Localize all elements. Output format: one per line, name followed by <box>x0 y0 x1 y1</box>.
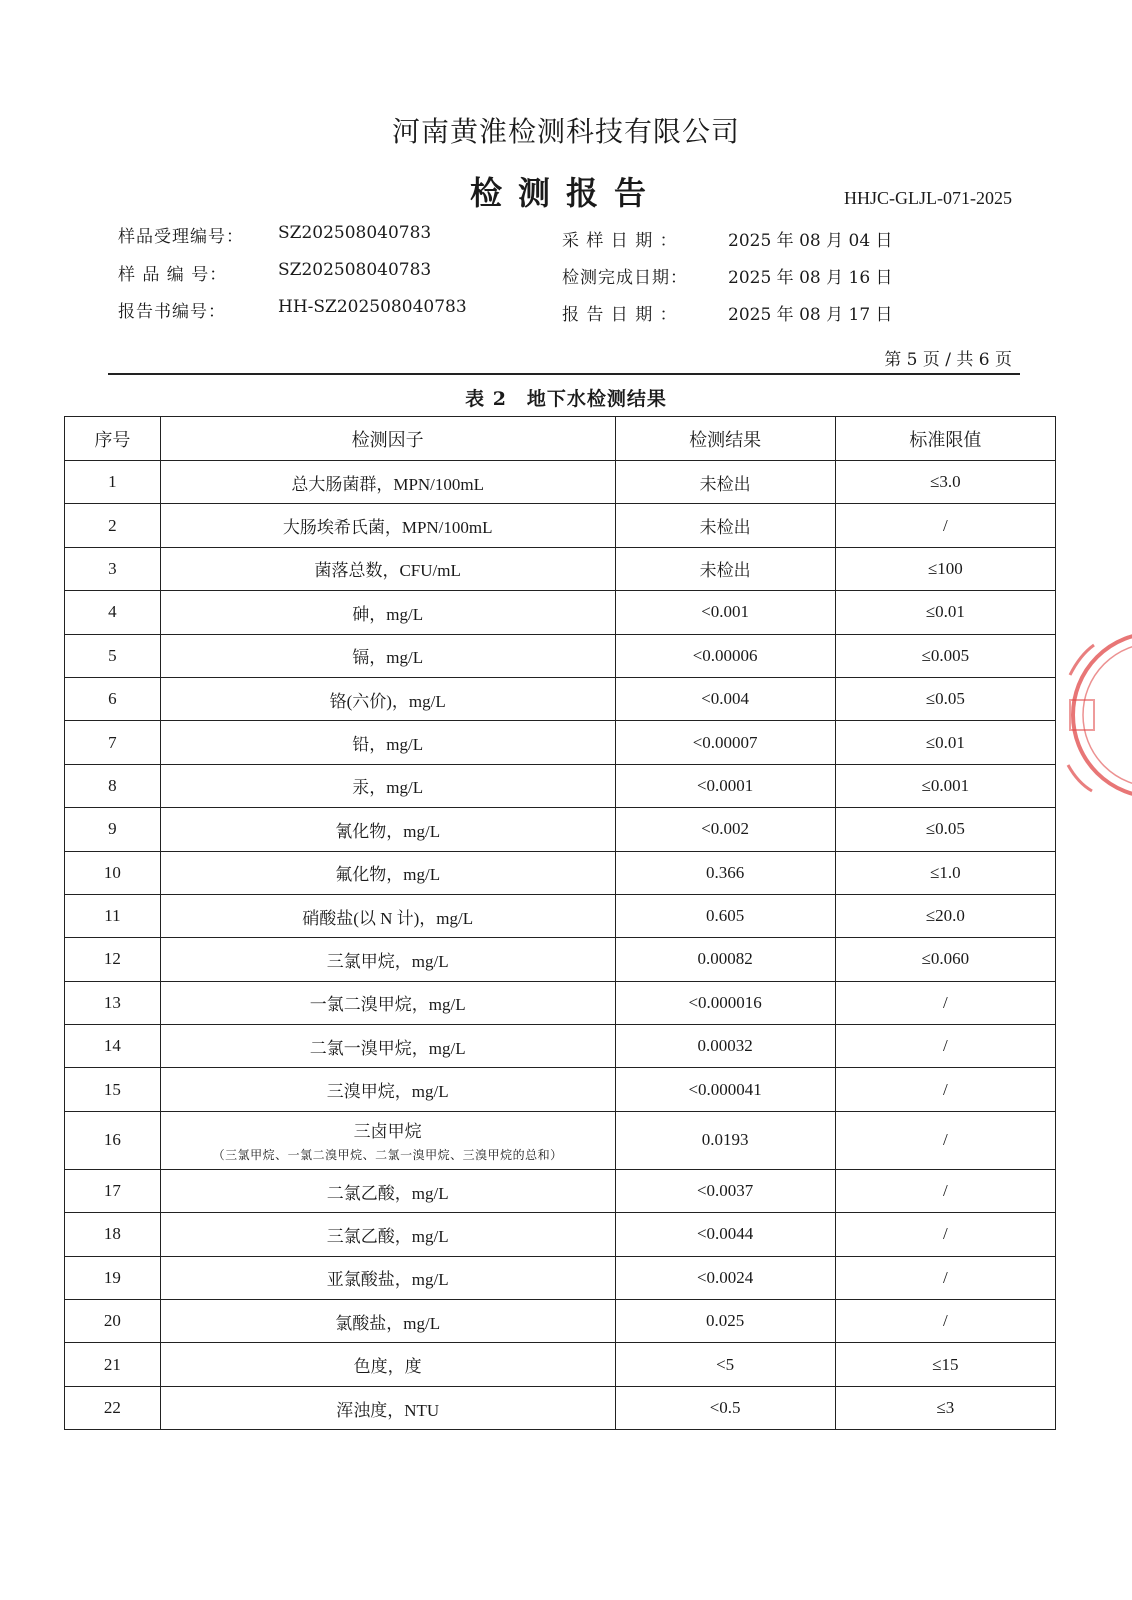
cell-factor: 色度，度 <box>160 1343 615 1386</box>
results-table <box>64 416 1056 1430</box>
cell-factor: 砷，mg/L <box>160 591 615 634</box>
cell-limit: / <box>835 981 1055 1024</box>
official-seal-stamp <box>1060 615 1132 815</box>
table-row <box>65 461 1056 504</box>
cell-factor: 总大肠菌群，MPN/100mL <box>160 461 615 504</box>
cell-result: 0.00082 <box>615 938 835 981</box>
table-row <box>65 894 1056 937</box>
table-row <box>65 808 1056 851</box>
table-row <box>65 764 1056 807</box>
cell-result: 0.0193 <box>615 1111 835 1169</box>
cell-no: 11 <box>65 894 161 937</box>
company-name: 河南黄淮检测科技有限公司 <box>391 115 740 148</box>
cell-no: 5 <box>65 634 161 677</box>
sample-receive-no-label: 样品受理编号： <box>118 227 244 247</box>
cell-limit: ≤1.0 <box>835 851 1055 894</box>
cell-result: <0.002 <box>615 808 835 851</box>
factor-name: 三卤甲烷 <box>353 1122 422 1142</box>
cell-factor: 三氯乙酸，mg/L <box>160 1213 615 1256</box>
table-caption: 表 2 地下水检测结果 <box>465 388 667 410</box>
cell-result: <0.0044 <box>615 1213 835 1256</box>
column-header-no: 序号 <box>65 417 161 461</box>
cell-factor: 亚氯酸盐，mg/L <box>160 1256 615 1299</box>
cell-limit: ≤0.01 <box>835 721 1055 764</box>
table-row <box>65 938 1056 981</box>
cell-limit: ≤15 <box>835 1343 1055 1386</box>
table-row <box>65 981 1056 1024</box>
cell-limit: ≤0.005 <box>835 634 1055 677</box>
cell-result: <5 <box>615 1343 835 1386</box>
table-row <box>65 721 1056 764</box>
table-row <box>65 591 1056 634</box>
table-row <box>65 1068 1056 1111</box>
cell-factor: 氰化物，mg/L <box>160 808 615 851</box>
table-row <box>65 1343 1056 1386</box>
cell-result: <0.00006 <box>615 634 835 677</box>
cell-factor <box>160 1111 615 1169</box>
completion-date-label: 检测完成日期： <box>562 268 688 288</box>
cell-result: <0.0037 <box>615 1169 835 1212</box>
table-row <box>65 1169 1056 1212</box>
column-header-limit: 标准限值 <box>835 417 1055 461</box>
cell-no: 12 <box>65 938 161 981</box>
cell-limit: / <box>835 504 1055 547</box>
cell-limit: / <box>835 1068 1055 1111</box>
cell-factor: 二氯乙酸，mg/L <box>160 1169 615 1212</box>
completion-date: 2025 年 08 月 16 日 <box>728 268 893 288</box>
cell-result: <0.00007 <box>615 721 835 764</box>
cell-limit: ≤0.05 <box>835 677 1055 720</box>
cell-result: 未检出 <box>615 504 835 547</box>
results-table-body <box>65 461 1056 1430</box>
table-row <box>65 504 1056 547</box>
report-no: HH-SZ202508040783 <box>278 297 467 317</box>
table-row <box>65 677 1056 720</box>
cell-factor: 汞，mg/L <box>160 764 615 807</box>
cell-no: 7 <box>65 721 161 764</box>
cell-factor: 镉，mg/L <box>160 634 615 677</box>
cell-limit: / <box>835 1025 1055 1068</box>
report-date: 2025 年 08 月 17 日 <box>728 305 893 325</box>
sample-receive-no: SZ202508040783 <box>278 223 432 243</box>
cell-limit: ≤0.01 <box>835 591 1055 634</box>
cell-factor: 铅，mg/L <box>160 721 615 764</box>
cell-no: 3 <box>65 547 161 590</box>
cell-factor: 硝酸盐(以 N 计)，mg/L <box>160 894 615 937</box>
cell-factor: 二氯一溴甲烷，mg/L <box>160 1025 615 1068</box>
cell-limit: ≤0.060 <box>835 938 1055 981</box>
table-row <box>65 1213 1056 1256</box>
cell-result: 未检出 <box>615 461 835 504</box>
cell-result: 0.605 <box>615 894 835 937</box>
cell-limit: ≤3.0 <box>835 461 1055 504</box>
cell-no: 16 <box>65 1111 161 1169</box>
table-header-row <box>65 417 1056 461</box>
cell-no: 14 <box>65 1025 161 1068</box>
cell-result: <0.001 <box>615 591 835 634</box>
cell-result: 未检出 <box>615 547 835 590</box>
cell-no: 13 <box>65 981 161 1024</box>
report-no-label: 报告书编号： <box>118 302 226 322</box>
cell-factor: 菌落总数，CFU/mL <box>160 547 615 590</box>
report-date-label: 报 告 日 期 ： <box>562 305 678 325</box>
cell-factor: 浑浊度，NTU <box>160 1386 615 1429</box>
cell-factor: 一氯二溴甲烷，mg/L <box>160 981 615 1024</box>
cell-limit: ≤3 <box>835 1386 1055 1429</box>
table-row <box>65 1025 1056 1068</box>
cell-result: <0.5 <box>615 1386 835 1429</box>
cell-no: 17 <box>65 1169 161 1212</box>
sampling-date: 2025 年 08 月 04 日 <box>728 231 893 251</box>
header-divider <box>108 373 1020 375</box>
cell-no: 22 <box>65 1386 161 1429</box>
column-header-factor: 检测因子 <box>160 417 615 461</box>
cell-result: <0.0024 <box>615 1256 835 1299</box>
cell-limit: ≤0.05 <box>835 808 1055 851</box>
cell-factor: 铬(六价)，mg/L <box>160 677 615 720</box>
cell-limit: / <box>835 1213 1055 1256</box>
cell-no: 4 <box>65 591 161 634</box>
cell-limit: ≤20.0 <box>835 894 1055 937</box>
cell-factor: 氯酸盐，mg/L <box>160 1300 615 1343</box>
cell-factor: 三溴甲烷，mg/L <box>160 1068 615 1111</box>
cell-no: 8 <box>65 764 161 807</box>
sample-no: SZ202508040783 <box>278 260 432 280</box>
cell-result: <0.0001 <box>615 764 835 807</box>
page-number: 第 5 页 / 共 6 页 <box>884 350 1012 370</box>
cell-no: 20 <box>65 1300 161 1343</box>
document-code: HHJC-GLJL-071-2025 <box>844 188 1012 208</box>
report-title: 检测报告 <box>469 174 662 212</box>
cell-no: 6 <box>65 677 161 720</box>
cell-result: <0.000016 <box>615 981 835 1024</box>
cell-no: 9 <box>65 808 161 851</box>
table-row <box>65 1256 1056 1299</box>
cell-no: 18 <box>65 1213 161 1256</box>
cell-no: 2 <box>65 504 161 547</box>
cell-limit: / <box>835 1111 1055 1169</box>
cell-result: <0.000041 <box>615 1068 835 1111</box>
cell-result: 0.00032 <box>615 1025 835 1068</box>
cell-limit: ≤0.001 <box>835 764 1055 807</box>
cell-limit: / <box>835 1169 1055 1212</box>
factor-note: （三氯甲烷、一氯二溴甲烷、二氯一溴甲烷、三溴甲烷的总和） <box>212 1148 563 1163</box>
cell-factor: 大肠埃希氏菌，MPN/100mL <box>160 504 615 547</box>
cell-no: 19 <box>65 1256 161 1299</box>
cell-no: 10 <box>65 851 161 894</box>
table-row <box>65 851 1056 894</box>
column-header-result: 检测结果 <box>615 417 835 461</box>
table-row <box>65 547 1056 590</box>
cell-factor: 三氯甲烷，mg/L <box>160 938 615 981</box>
cell-no: 21 <box>65 1343 161 1386</box>
cell-no: 1 <box>65 461 161 504</box>
sampling-date-label: 采 样 日 期 ： <box>562 231 678 251</box>
cell-limit: ≤100 <box>835 547 1055 590</box>
table-row <box>65 1111 1056 1169</box>
table-row <box>65 634 1056 677</box>
table-row <box>65 1300 1056 1343</box>
table-row <box>65 1386 1056 1429</box>
cell-result: 0.366 <box>615 851 835 894</box>
cell-factor: 氟化物，mg/L <box>160 851 615 894</box>
cell-limit: / <box>835 1300 1055 1343</box>
cell-result: 0.025 <box>615 1300 835 1343</box>
cell-result: <0.004 <box>615 677 835 720</box>
sample-no-label: 样 品 编 号： <box>118 265 228 285</box>
cell-no: 15 <box>65 1068 161 1111</box>
cell-limit: / <box>835 1256 1055 1299</box>
